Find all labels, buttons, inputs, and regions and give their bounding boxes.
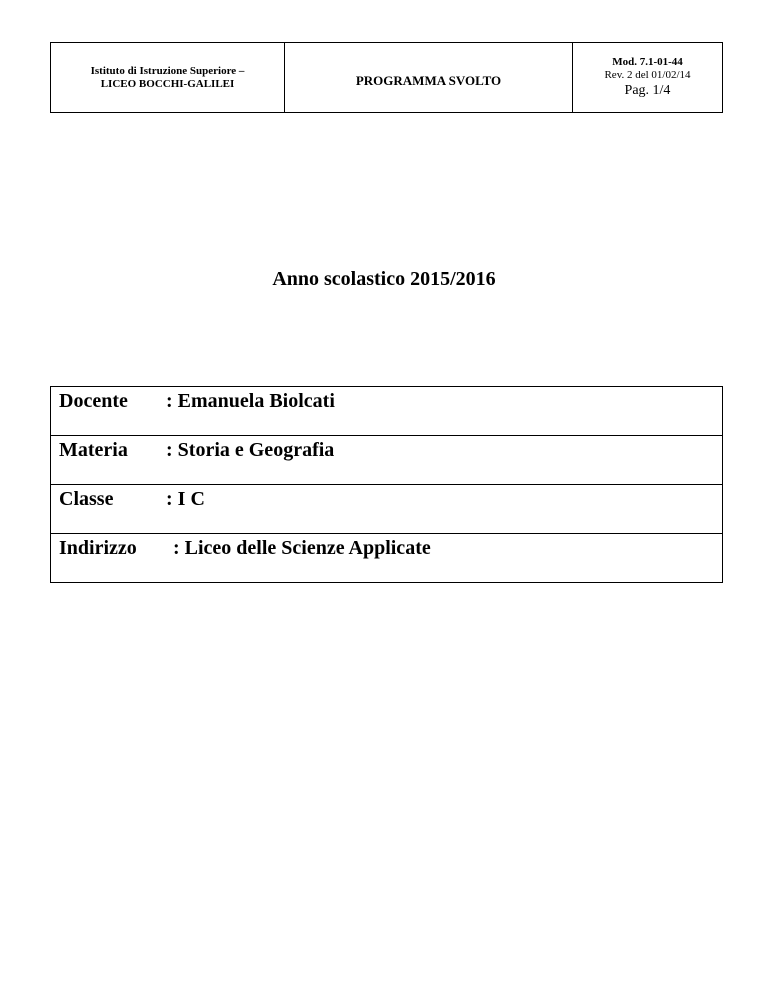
module-code: Mod. 7.1-01-44	[612, 55, 683, 68]
info-row-docente	[51, 387, 723, 436]
info-row-indirizzo	[51, 534, 723, 583]
info-row-materia	[51, 436, 723, 485]
institute-name-cell	[51, 43, 285, 113]
document-title: PROGRAMMA SVOLTO	[355, 72, 502, 88]
course-info-table	[50, 386, 723, 583]
info-value: : Emanuela Biolcati	[166, 390, 335, 412]
page-number: Pag. 1/4	[624, 82, 671, 98]
institute-name-line1: Istituto di Istruzione Superiore –	[90, 64, 245, 77]
info-label: Classe	[59, 488, 114, 510]
info-label: Docente	[59, 390, 128, 412]
info-value: : Storia e Geografia	[166, 439, 335, 461]
info-row-classe	[51, 485, 723, 534]
info-label: Materia	[59, 439, 128, 461]
document-meta-cell	[573, 43, 723, 113]
info-value: : I C	[166, 488, 205, 510]
document-header	[50, 42, 723, 113]
info-value: : Liceo delle Scienze Applicate	[173, 537, 431, 559]
institute-name-line2: LICEO BOCCHI-GALILEI	[100, 77, 235, 90]
school-year-heading: Anno scolastico 2015/2016	[272, 268, 496, 290]
revision-info: Rev. 2 del 01/02/14	[604, 68, 691, 81]
document-title-cell	[285, 43, 573, 113]
info-label: Indirizzo	[59, 537, 137, 559]
